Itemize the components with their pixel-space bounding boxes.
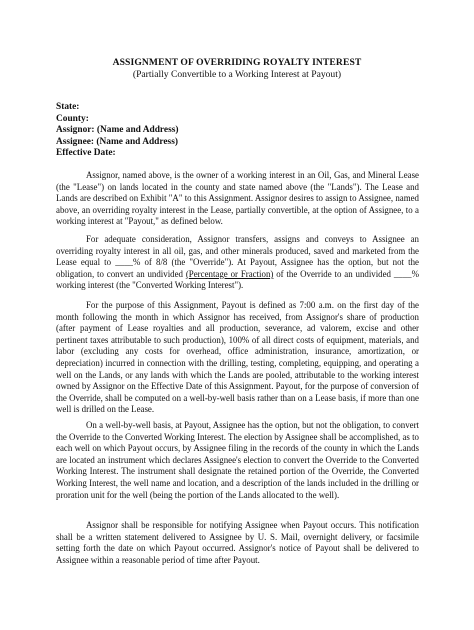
paragraph-conveyance xyxy=(56,234,419,292)
field-assignee: Assignee: (Name and Address) xyxy=(56,136,178,147)
field-state: State: xyxy=(56,102,80,112)
paragraph-recitals: Assignor, named above, is the owner of a working interest in an Oil, Gas, and Mineral Lease (the "Lease") on lands located in the county and state named above (the "Lands"). The Lease and Lands are described on Exhibit "A" to this Assignment. Assignor desires to assign to Assignee, named above, an overriding royalty interest in the Lease, partially convertible, at the option of Assignee, to a working interest at "Payout," as defined below. xyxy=(56,170,419,227)
paragraph-payout-definition: For the purpose of this Assignment, Payout is defined as 7:00 a.m. on the first day of the month following the month in which Assignor has received, from Assignor's share of production (after payment of Lease royalties and all production, severance, ad valorem, excise and other pertinent taxes attributable to such production), 100% of all direct costs of equipment, materials, and labor (excluding any costs for overhead, office administration, insurance, amortization, or depreciation) incurred in connection with the drilling, testing, completing, equipping, and operating a well on the Lands, or any lands with which the Lands are pooled, attributable to the working interest owned by Assignor on the Effective Date of this Assignment. Payout, for the purpose of conversion of the Override, shall be computed on a well-by-well basis rather than on a Lease basis, if more than one well is drilled on the Lease. xyxy=(56,300,419,415)
conveyance-text-start: For adequate consideration, Assignor transfers, assigns and conveys to Assignee an overriding royalty interest in all oil, gas, and other minerals produced, saved and marketed from the Lease equal to ____% of 8/8 (the "Override"). At Payout, Assignee has the option, but not the obligation, to convert an undivided xyxy=(56,234,419,279)
paragraph-conversion-option: On a well-by-well basis, at Payout, Assignee has the option, but not the obligation, to convert the Override to the Converted Working Interest. The election by Assignee shall be accomplished, as to each well on which Payout occurs, by Assignee filing in the records of the county in which the Lands are located an instrument which declares Assignee's election to convert the Override to the Converted Working Interest. The instrument shall designate the retained portion of the Override, the Converted Working Interest, the well name and location, and a description of the lands included in the drilling or proration unit for the well (being the portion of the Lands allocated to the well). xyxy=(56,420,419,500)
field-assignor: Assignor: (Name and Address) xyxy=(56,125,179,136)
conveyance-text-end: of the Override to an undivided ____% working interest (the "Converted Working Interest"). xyxy=(56,268,419,291)
document-subtitle: (Partially Convertible to a Working Interest at Payout) xyxy=(132,69,342,80)
document-title: ASSIGNMENT OF OVERRIDING ROYALTY INTEREST xyxy=(112,57,362,68)
field-effective-date: Effective Date: xyxy=(56,148,116,159)
header-fields xyxy=(56,102,416,160)
paragraph-notification: Assignor shall be responsible for notifying Assignee when Payout occurs. This notification shall be a written statement delivered to Assignee by U. S. Mail, overnight delivery, or facsimile setting forth the date on which Payout occurred. Assignor's notice of Payout shall be delivered to Assignee within a reasonable period of time after Payout. xyxy=(56,520,419,565)
field-county: County: xyxy=(56,113,89,124)
percentage-or-fraction-blank: (Percentage or Fraction) xyxy=(185,268,274,279)
